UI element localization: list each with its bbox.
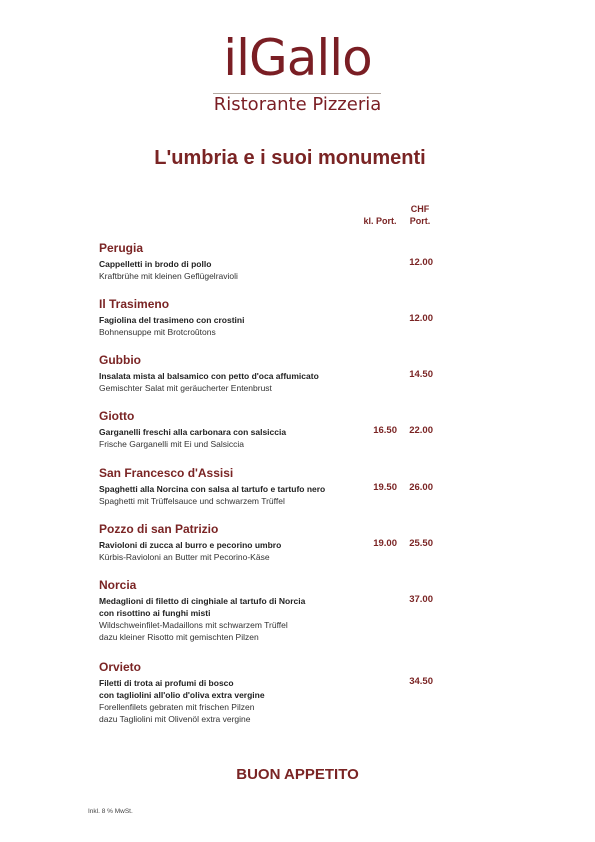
dish-description-italian: con risottino ai funghi misti [99, 608, 211, 618]
dish-description-italian: Fagiolina del trasimeno con crostini [99, 315, 245, 325]
dish-name: Il Trasimeno [99, 297, 170, 311]
price-portion: 26.00 [409, 482, 433, 493]
dish-description-italian: Spaghetti alla Norcina con salsa al tartufo e tartufo nero [99, 484, 326, 494]
logo-subtitle: Ristorante Pizzeria [213, 94, 382, 115]
portion-header: Port. [409, 216, 431, 226]
dish-description-german: Wildschweinfilet-Madaillons mit schwarzem Trüffel [99, 620, 288, 630]
dish-name: Giotto [99, 409, 135, 423]
vat-note: Inkl. 8 % MwSt. [88, 808, 133, 815]
restaurant-logo [0, 30, 595, 86]
logo-name: ilGallo [223, 29, 372, 87]
price-small-portion: 19.00 [373, 538, 397, 549]
dish-description-italian: Garganelli freschi alla carbonara con salsiccia [99, 427, 287, 437]
dish-description-german: Kürbis-Ravioloni an Butter mit Pecorino-Käse [99, 552, 270, 562]
price-portion: 25.50 [409, 538, 433, 549]
dish-description-german: Frische Garganelli mit Ei und Salsiccia [99, 439, 245, 449]
dish-description-italian: Cappelletti in brodo di pollo [99, 259, 212, 269]
dish-name: Pozzo di san Patrizio [99, 522, 219, 536]
dish-description-german: Forellenfilets gebraten mit frischen Pilzen [99, 702, 255, 712]
currency-header: CHF [410, 204, 430, 214]
price-portion: 37.00 [409, 594, 433, 605]
price-portion: 14.50 [409, 369, 433, 380]
dish-description-german: dazu Tagliolini mit Olivenöl extra vergine [99, 714, 251, 724]
dish-description-german: Bohnensuppe mit Brotcroûtons [99, 327, 216, 337]
price-small-portion: 16.50 [373, 425, 397, 436]
menu-item [99, 578, 449, 643]
dish-name: Perugia [99, 241, 144, 255]
price-portion: 12.00 [409, 313, 433, 324]
dish-description-italian: Ravioloni di zucca al burro e pecorino umbro [99, 540, 282, 550]
dish-description-german: Spaghetti mit Trüffelsauce und schwarzem Trüffel [99, 496, 285, 506]
dish-description-german: Gemischter Salat mit geräucherter Entenbrust [99, 383, 272, 393]
dish-description-italian: Medaglioni di filetto di cinghiale al tartufo di Norcia [99, 596, 306, 606]
dish-description-italian: Filetti di trota ai profumi di bosco [99, 678, 234, 688]
dish-name: San Francesco d'Assisi [99, 466, 234, 480]
price-portion: 34.50 [409, 676, 433, 687]
dish-description-german: Kraftbrühe mit kleinen Geflügelravioli [99, 271, 238, 281]
price-small-portion: 19.50 [373, 482, 397, 493]
price-portion: 12.00 [409, 257, 433, 268]
dish-name: Gubbio [99, 353, 141, 367]
price-portion: 22.00 [409, 425, 433, 436]
dish-description-german: dazu kleiner Risotto mit gemischten Pilzen [99, 632, 259, 642]
small-portion-header: kl. Port. [363, 216, 397, 226]
menu-title: L'umbria e i suoi monumenti [154, 147, 426, 169]
dish-description-italian: Insalata mista al balsamico con petto d'oca affumicato [99, 371, 319, 381]
menu-item [99, 660, 449, 725]
dish-name: Orvieto [99, 660, 142, 674]
dish-description-italian: con tagliolini all'olio d'oliva extra vergine [99, 690, 265, 700]
closing-text: BUON APPETITO [236, 766, 359, 783]
dish-name: Norcia [99, 578, 137, 592]
